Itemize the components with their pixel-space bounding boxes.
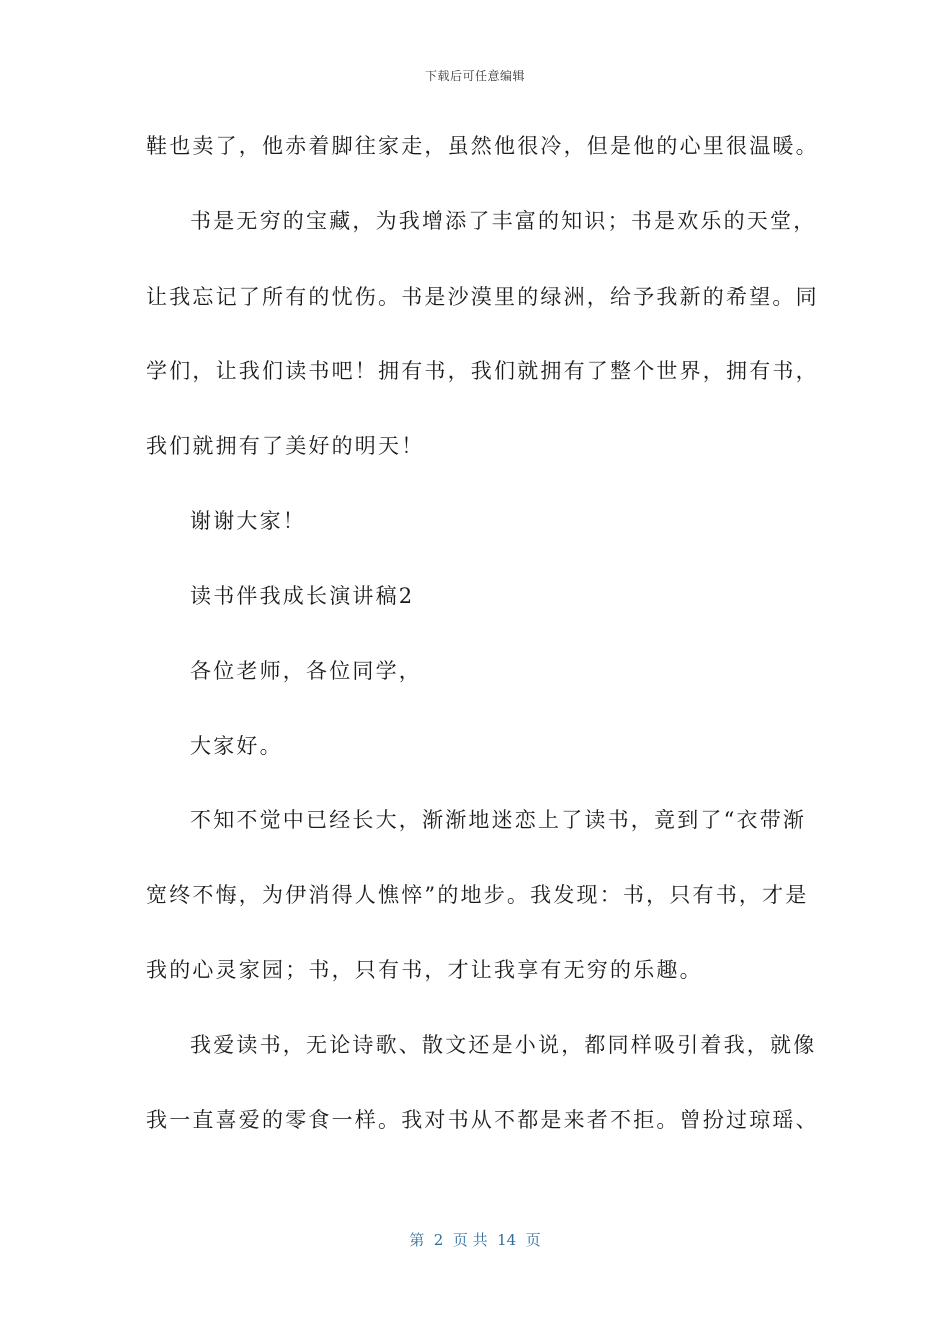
paragraph-line: 我的心灵家园；书，只有书，才让我享有无穷的乐趣。 xyxy=(146,958,703,982)
paragraph-line: 我爱读书，无论诗歌、散文还是小说，都同样吸引着我，就像 xyxy=(190,1033,817,1057)
paragraph-line: 宽终不悔，为伊消得人憔悴”的地步。我发现：书，只有书，才是 xyxy=(146,883,809,907)
paragraph-line: 谢谢大家！ xyxy=(190,509,306,533)
paragraph-line: 鞋也卖了，他赤着脚往家走，虽然他很冷，但是他的心里很温暖。 xyxy=(146,134,819,158)
paragraph-line: 不知不觉中已经长大，渐渐地迷恋上了读书，竟到了“衣带渐 xyxy=(190,808,807,832)
page-footer: 第 2 页 共 14 页 xyxy=(409,1231,541,1249)
paragraph-line: 让我忘记了所有的忧伤。书是沙漠里的绿洲，给予我新的希望。同 xyxy=(146,285,819,309)
paragraph-line: 我一直喜爱的零食一样。我对书从不都是来者不拒。曾扮过琼瑶、 xyxy=(146,1108,819,1132)
paragraph-line: 各位老师，各位同学， xyxy=(190,659,422,683)
page-header: 下载后可任意编辑 xyxy=(424,69,525,83)
paragraph-line: 我们就拥有了美好的明天！ xyxy=(146,434,425,458)
section-title: 读书伴我成长演讲稿2 xyxy=(190,584,415,608)
paragraph-line: 大家好。 xyxy=(190,734,283,758)
paragraph-line: 书是无穷的宝藏，为我增添了丰富的知识；书是欢乐的天堂， xyxy=(190,209,817,233)
paragraph-line: 学们，让我们读书吧！拥有书，我们就拥有了整个世界，拥有书， xyxy=(146,359,819,383)
